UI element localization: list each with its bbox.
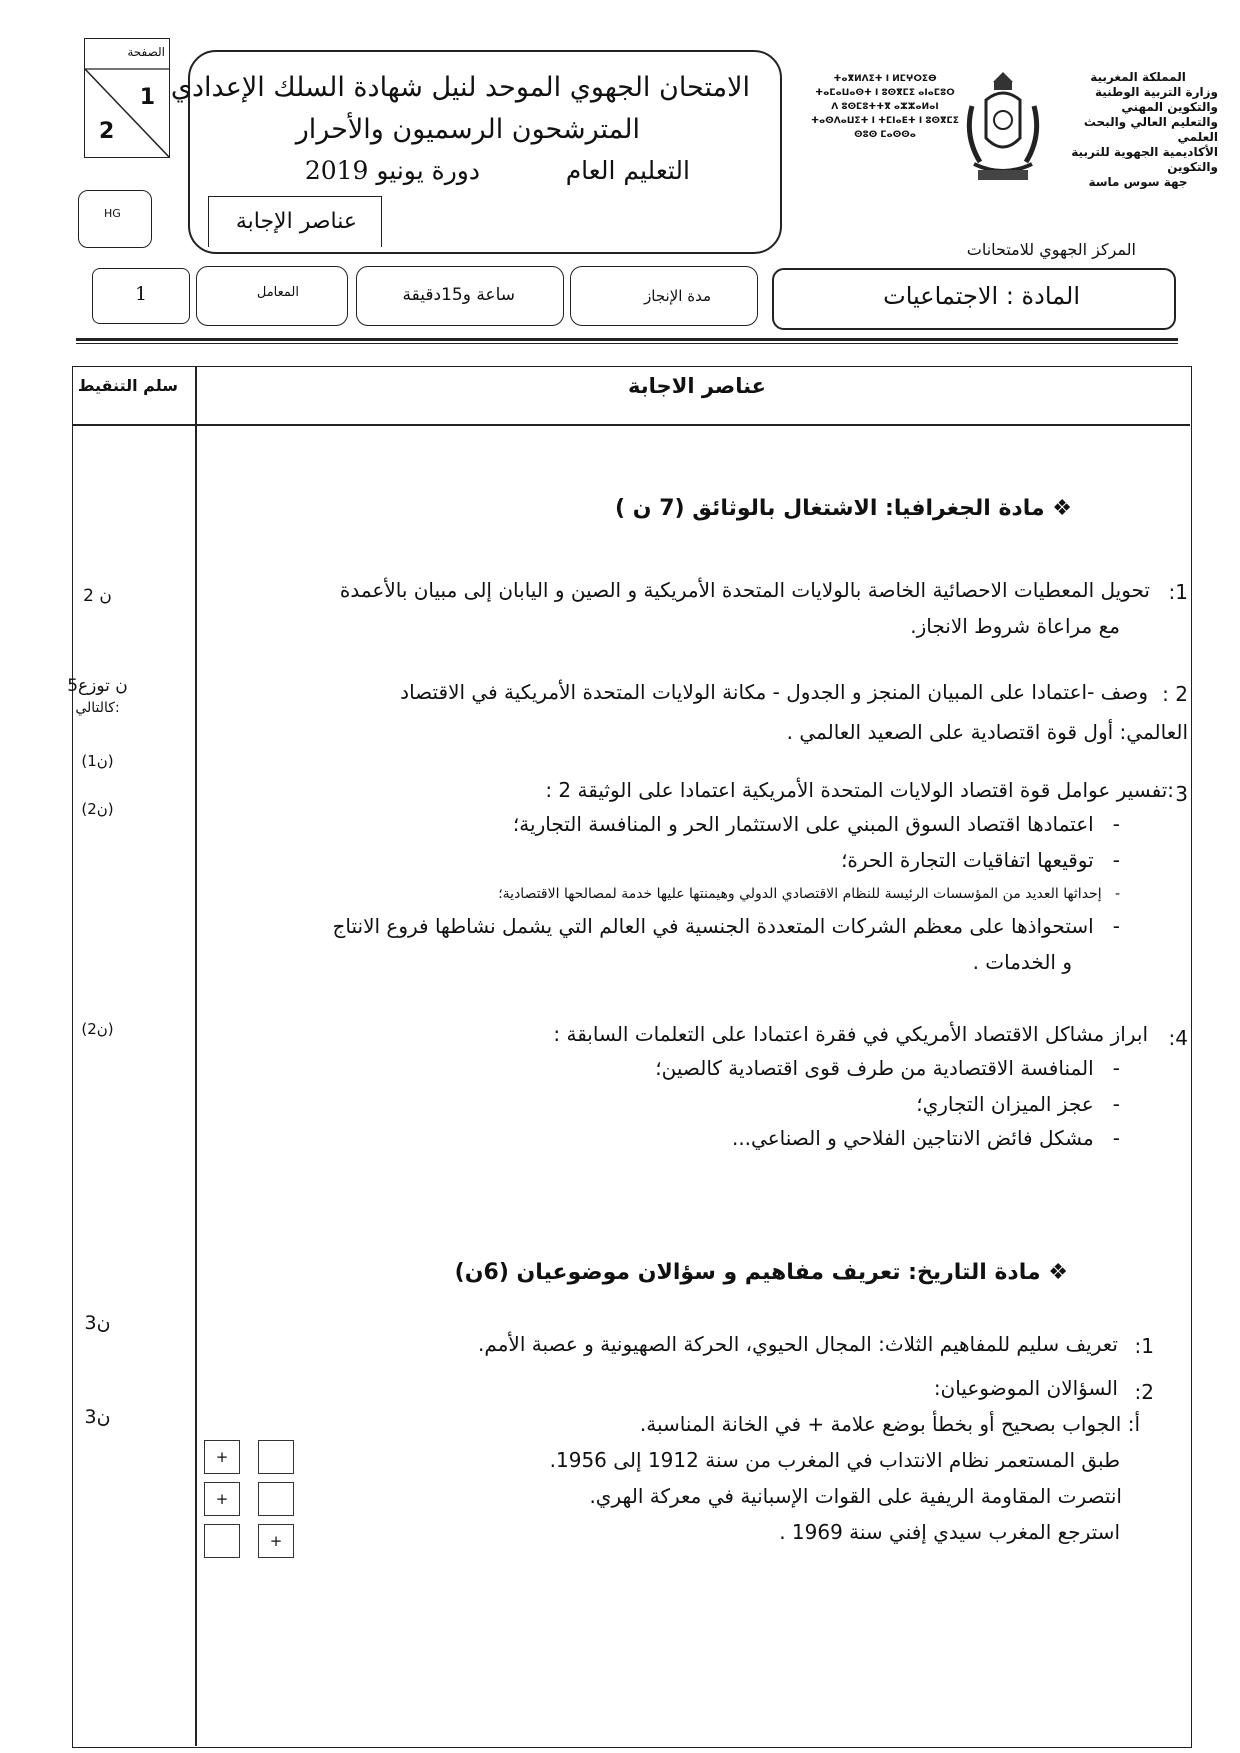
exam-track: التعليم العام bbox=[565, 156, 690, 185]
dash-bullet: - bbox=[1093, 914, 1120, 938]
coat-of-arms-emblem bbox=[958, 66, 1048, 196]
geo-q3-item-text: استحواذها على معظم الشركات المتعددة الجنسية في العالم التي يشمل نشاطها فروع الانتاج bbox=[332, 914, 1094, 938]
dash-bullet: - bbox=[1093, 1126, 1120, 1150]
hist-q2-number: 2: bbox=[1134, 1380, 1154, 1404]
answer-box-false-1 bbox=[204, 1440, 240, 1474]
geo-q2-score-note: كالتالي: bbox=[75, 700, 120, 716]
answer-box-false-2 bbox=[204, 1482, 240, 1516]
page-number-box bbox=[84, 38, 170, 158]
coefficient-value: 1 bbox=[135, 283, 148, 305]
hist-statement: استرجع المغرب سيدي إفني سنة 1969 . bbox=[779, 1520, 1120, 1544]
geo-q3-heading: :تفسير عوامل قوة اقتصاد الولايات المتحدة الأمريكية اعتمادا على الوثيقة 2 : bbox=[545, 778, 1174, 802]
ministry-line: جهة سوس ماسة bbox=[1088, 175, 1188, 189]
geo-q4-item bbox=[655, 1056, 1120, 1080]
ministry-line: الأكاديمية الجهوية للتربية والتكوين bbox=[1071, 145, 1218, 174]
ministry-line: والتعليم العالي والبحث العلمي bbox=[1083, 115, 1218, 144]
dash-bullet: - bbox=[1101, 886, 1120, 902]
geo-q4-number: 4: bbox=[1168, 1026, 1188, 1050]
geo-q3-item bbox=[841, 848, 1120, 872]
geo-q4-item bbox=[732, 1126, 1120, 1150]
geo-q3-item bbox=[498, 886, 1120, 902]
dash-bullet: - bbox=[1093, 1056, 1120, 1080]
page-total: 2 bbox=[99, 119, 115, 144]
hist-q1-text: تعريف سليم للمفاهيم الثلاث: المجال الحيوي، الحركة الصهيونية و عصبة الأمم. bbox=[478, 1332, 1118, 1356]
hist-statement: انتصرت المقاومة الريفية على القوات الإسبانية في معركة الهري. bbox=[589, 1484, 1122, 1508]
diamond-bullet-icon: ❖ bbox=[1040, 1260, 1068, 1285]
regional-center: المركز الجهوي للامتحانات bbox=[966, 240, 1136, 259]
history-title bbox=[455, 1260, 1068, 1285]
hist-statement: طبق المستعمر نظام الانتداب في المغرب من سنة 1912 إلى 1956. bbox=[549, 1448, 1120, 1472]
geography-title bbox=[615, 496, 1072, 521]
duration-value-box bbox=[356, 266, 564, 326]
hist-qa-heading: أ: الجواب بصحيح أو بخطأ بوضع علامة + في الخانة المناسبة. bbox=[639, 1412, 1140, 1436]
geo-q4-item-text: عجز الميزان التجاري؛ bbox=[916, 1092, 1094, 1116]
coefficient-label: المعامل bbox=[256, 285, 299, 300]
hist-q1-score: 3ن bbox=[84, 1312, 111, 1334]
answer-box-true-3 bbox=[258, 1524, 294, 1558]
geo-q2-number: 2 : bbox=[1162, 682, 1188, 706]
header-separator bbox=[76, 338, 1178, 341]
geo-q1-number: 1: bbox=[1168, 580, 1188, 604]
geo-q2-line2: العالمي: أول قوة اقتصادية على الصعيد العالمي . bbox=[786, 720, 1188, 744]
coefficient-label-box bbox=[196, 266, 348, 326]
tifinagh-line: ⵜⴰⵙⴷⴰⵡⵉⵜ ⵏ ⵜⵎⵏⴰⴹⵜ ⵏ ⵓⵙⴳⵎⵉ bbox=[811, 116, 959, 126]
coefficient-value-box bbox=[92, 268, 190, 324]
subject-code-box bbox=[78, 190, 152, 248]
exam-session: دورة يونيو 2019 bbox=[304, 156, 480, 185]
ministry-line: وزارة التربية الوطنية والتكوين المهني bbox=[1094, 85, 1218, 114]
page-current: 1 bbox=[139, 85, 155, 110]
duration-label-box bbox=[570, 266, 758, 326]
ministry-tifinagh-block bbox=[800, 72, 970, 142]
diamond-bullet-icon: ❖ bbox=[1044, 496, 1072, 521]
page-divider-line bbox=[85, 39, 169, 157]
candidates-type: المترشحون الرسميون والأحرار bbox=[295, 114, 640, 145]
ministry-line: المملكة المغربية bbox=[1090, 70, 1186, 84]
geo-q2-score-part: (1ن) bbox=[81, 752, 114, 770]
geo-q4-item-text: مشكل فائض الانتاجين الفلاحي و الصناعي... bbox=[731, 1126, 1094, 1150]
geo-q4-score: (2ن) bbox=[81, 1020, 114, 1038]
answer-box-true-1 bbox=[258, 1440, 294, 1474]
header-separator-thin bbox=[76, 343, 1178, 344]
answer-elements-tab bbox=[208, 196, 382, 247]
duration-label: مدة الإنجاز bbox=[644, 287, 711, 305]
answer-box-true-2 bbox=[258, 1482, 294, 1516]
tifinagh-line: ⵜⴰⵎⴰⵡⴰⵙⵜ ⵏ ⵓⵙⴳⵎⵉ ⴰⵏⴰⵎⵓⵔ bbox=[815, 88, 955, 98]
geo-q1-line1: تحويل المعطيات الاحصائية الخاصة بالولايات المتحدة الأمريكية و الصين و اليابان إلى مبيان بالأعمدة bbox=[339, 578, 1150, 602]
geo-q3-item-text: توقيعها اتفاقيات التجارة الحرة؛ bbox=[841, 848, 1094, 872]
geo-q4-item-text: المنافسة الاقتصادية من طرف قوى اقتصادية كالصين؛ bbox=[655, 1056, 1094, 1080]
geo-q1-score: 2 ن bbox=[83, 586, 112, 606]
hist-q2-score: 3ن bbox=[84, 1406, 111, 1428]
geo-q4-item bbox=[916, 1092, 1120, 1116]
geo-q3-score: (2ن) bbox=[81, 800, 114, 818]
geo-q3-item-text: إحداثها العديد من المؤسسات الرئيسة للنظام الاقتصادي الدولي وهيمنتها عليها خدمة لمصالحها الاقتصادية؛ bbox=[498, 886, 1102, 902]
geo-q3-number: 3 bbox=[1175, 782, 1188, 806]
geo-q1-line2: مع مراعاة شروط الانجاز. bbox=[910, 614, 1120, 638]
geo-q2-score-total: 5ن توزع bbox=[67, 676, 128, 696]
table-header-divider bbox=[72, 424, 1190, 426]
duration-value: ساعة و15دقيقة bbox=[402, 285, 515, 305]
hist-q1-number: 1: bbox=[1134, 1334, 1154, 1358]
dash-bullet: - bbox=[1093, 848, 1120, 872]
page-label: الصفحة bbox=[127, 45, 165, 59]
geo-q3-item bbox=[332, 914, 1120, 938]
answer-box-false-3 bbox=[204, 1524, 240, 1558]
plus-mark: + bbox=[269, 1532, 283, 1550]
answer-elements-label: عناصر الإجابة bbox=[235, 209, 357, 234]
dash-bullet: - bbox=[1093, 812, 1120, 836]
tifinagh-line: ⴷ ⵓⵙⵎⵓⵜⵜⴳ ⴰⵣⵣⴰⵍⴰⵏ bbox=[831, 102, 939, 112]
subject-name: المادة : الاجتماعيات bbox=[883, 282, 1080, 310]
plus-mark: + bbox=[215, 1448, 229, 1466]
geo-q3-item-text: اعتمادها اقتصاد السوق المبني على الاستثمار الحر و المنافسة التجارية؛ bbox=[512, 812, 1094, 836]
geo-q3-item bbox=[513, 812, 1120, 836]
col-header-grading: سلم التنقيط bbox=[77, 376, 178, 395]
tifinagh-line: ⵜⴰⴳⵍⴷⵉⵜ ⵏ ⵍⵎⵖⵔⵉⴱ bbox=[833, 74, 937, 84]
col-header-answers: عناصر الاجابة bbox=[628, 374, 766, 398]
geo-q4-heading: ابراز مشاكل الاقتصاد الأمريكي في فقرة اعتمادا على التعلمات السابقة : bbox=[553, 1022, 1148, 1046]
history-title-text: مادة التاريخ: تعريف مفاهيم و سؤالان موضوعيان (6ن) bbox=[454, 1260, 1041, 1285]
tifinagh-line: ⵙⵓⵙ ⵎⴰⵙⵙⴰ bbox=[854, 130, 916, 140]
table-column-divider bbox=[195, 366, 197, 1746]
geo-q3-tail: و الخدمات . bbox=[972, 950, 1072, 974]
geography-title-text: مادة الجغرافيا: الاشتغال بالوثائق (7 ن ) bbox=[615, 496, 1045, 521]
subject-code: HG bbox=[104, 207, 121, 220]
subject-box bbox=[772, 268, 1176, 330]
ministry-arabic-block bbox=[1058, 70, 1218, 190]
hist-q2-text: السؤالان الموضوعيان: bbox=[933, 1376, 1118, 1400]
exam-title: الامتحان الجهوي الموحد لنيل شهادة السلك الإعدادي bbox=[170, 72, 750, 103]
dash-bullet: - bbox=[1093, 1092, 1120, 1116]
geo-q2-line1: وصف -اعتمادا على المبيان المنجز و الجدول - مكانة الولايات المتحدة الأمريكية في الاقتصاد bbox=[400, 680, 1148, 704]
plus-mark: + bbox=[215, 1490, 229, 1508]
